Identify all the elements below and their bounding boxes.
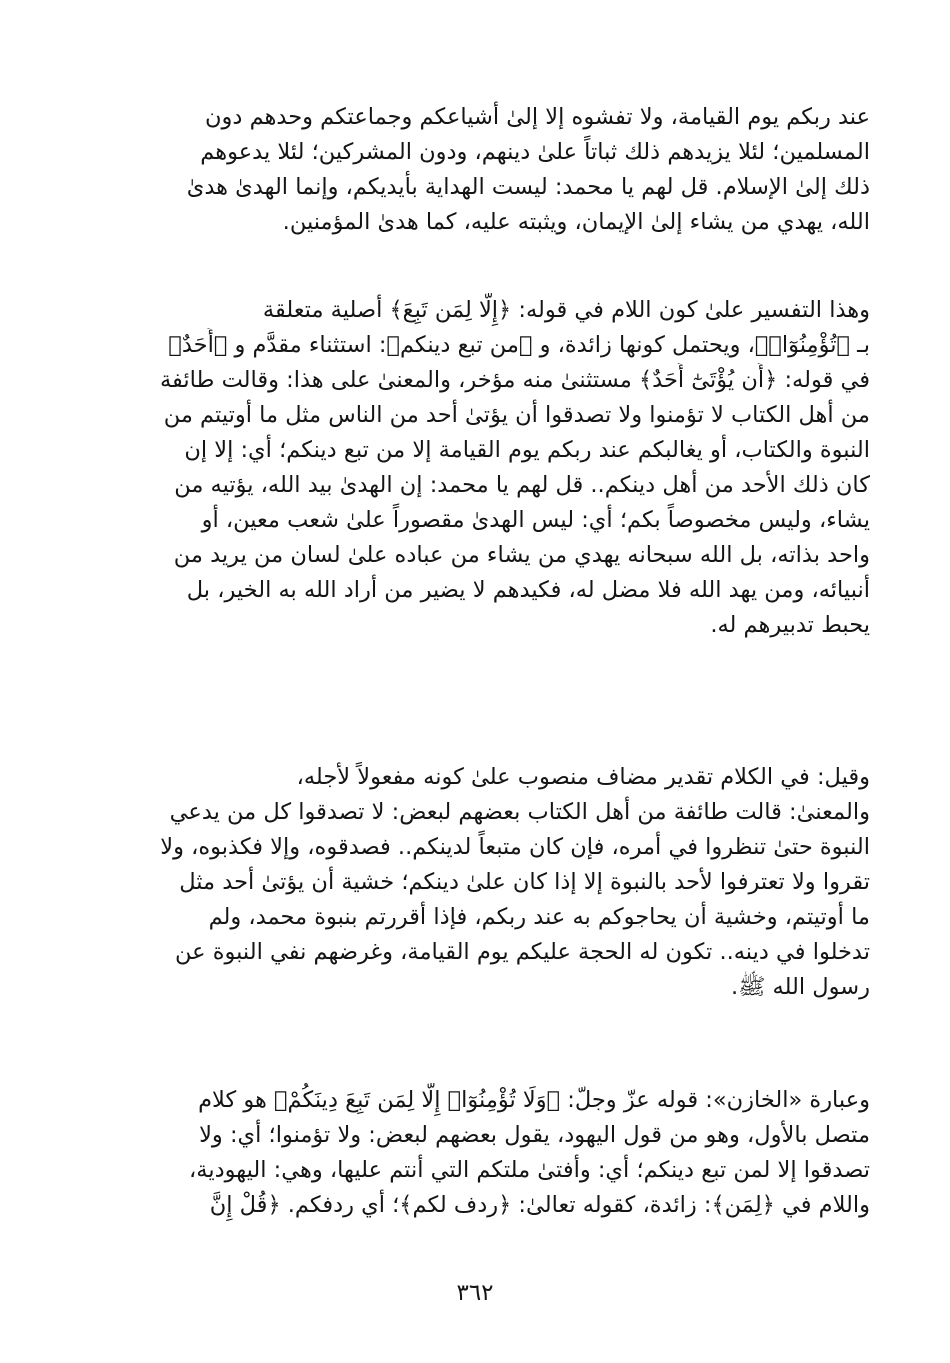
text-line: بـ ﴿تُؤْمِنُوٓا۟﴾، ويحتمل كونها زائدة، و ﴿من تبع دينكم﴾: استثناء مقدَّم و ﴿أَحَدٌ﴾: [168, 332, 870, 358]
text-line: وهذا التفسير علىٰ كون اللام في قوله: ﴿إِلَّا لِمَن تَبِعَ﴾ أصلية متعلقة: [262, 297, 870, 323]
text-line: وعبارة «الخازن»: قوله عزّ وجلّ: ﴿وَلَا تُؤْمِنُوٓا۟ إِلَّا لِمَن تَبِعَ دِينَكُمْ﴾ هو كلام: [198, 1087, 870, 1113]
paragraph-4: [78, 1083, 870, 1223]
text-line: واحد بذاته، بل الله سبحانه يهدي من يشاء من عباده علىٰ لسان من يريد من: [173, 542, 870, 568]
text-line: النبوة حتىٰ تنظروا في أمره، فإن كان متبعاً لدينكم.. فصدقوه، وإلا فكذبوه، ولا: [160, 834, 870, 860]
text-line: يشاء، وليس مخصوصاً بكم؛ أي: ليس الهدىٰ مقصوراً علىٰ شعب معين، أو: [201, 507, 870, 533]
text-line: كان ذلك الأحد من أهل دينكم.. قل لهم يا محمد: إن الهدىٰ بيد الله، يؤتيه من: [174, 472, 870, 498]
text-line: متصل بالأول، وهو من قول اليهود، يقول بعضهم لبعض: ولا تؤمنوا؛ أي: ولا: [199, 1122, 870, 1148]
text-line: من أهل الكتاب لا تؤمنوا ولا تصدقوا أن يؤتىٰ أحد من الناس مثل ما أوتيتم من: [163, 402, 870, 428]
text-line: ذلك إلىٰ الإسلام. قل لهم يا محمد: ليست الهداية بأيديكم، وإنما الهدىٰ هدىٰ: [186, 174, 870, 200]
text-line: تقروا ولا تعترفوا لأحد بالنبوة إلا إذا كان علىٰ دينكم؛ خشية أن يؤتىٰ أحد مثل: [179, 869, 870, 895]
text-line: أنبيائه، ومن يهد الله فلا مضل له، فكيدهم لا يضير من أراد الله به الخير، بل: [186, 577, 870, 603]
text-line: النبوة والكتاب، أو يغالبكم عند ربكم يوم القيامة إلا من تبع دينكم؛ أي: إلا إن: [184, 437, 870, 463]
page-number: ٣٦٢: [456, 1280, 494, 1306]
text-line: في قوله: ﴿أَن يُؤْتَىٰٓ أَحَدٌ﴾ مستثنىٰ منه مؤخر، والمعنىٰ على هذا: وقالت طائفة: [159, 367, 870, 393]
text-line: عند ربكم يوم القيامة، ولا تفشوه إلا إلىٰ أشياعكم وجماعتكم وحدهم دون: [205, 104, 870, 130]
text-line: تصدقوا إلا لمن تبع دينكم؛ أي: وأفتىٰ ملتكم التي أنتم عليها، وهي: اليهودية،: [189, 1157, 870, 1183]
text-line: رسول الله ﷺ.: [731, 974, 870, 1000]
paragraph-3: [78, 760, 870, 1005]
text-line: الله، يهدي من يشاء إلىٰ الإيمان، ويثبته عليه، كما هدىٰ المؤمنين.: [282, 209, 870, 235]
paragraph-1: [78, 100, 870, 240]
text-line: يحبط تدبيرهم له.: [710, 612, 870, 638]
text-line: المسلمين؛ لئلا يزيدهم ذلك ثباتاً علىٰ دينهم، ودون المشركين؛ لئلا يدعوهم: [200, 139, 870, 165]
text-line: واللام في ﴿لِمَن﴾: زائدة، كقوله تعالىٰ: ﴿ردف لكم﴾؛ أي ردفكم. ﴿قُلْ إِنَّ: [209, 1192, 870, 1218]
paragraph-2: [78, 293, 870, 643]
text-line: تدخلوا في دينه.. تكون له الحجة عليكم يوم القيامة، وغرضهم نفي النبوة عن: [175, 939, 870, 965]
text-line: ما أوتيتم، وخشية أن يحاجوكم به عند ربكم، فإذا أقررتم بنبوة محمد، ولم: [208, 904, 870, 930]
text-line: والمعنىٰ: قالت طائفة من أهل الكتاب بعضهم لبعض: لا تصدقوا كل من يدعي: [169, 799, 870, 825]
text-line: وقيل: في الكلام تقدير مضاف منصوب علىٰ كونه مفعولاً لأجله،: [296, 764, 870, 790]
